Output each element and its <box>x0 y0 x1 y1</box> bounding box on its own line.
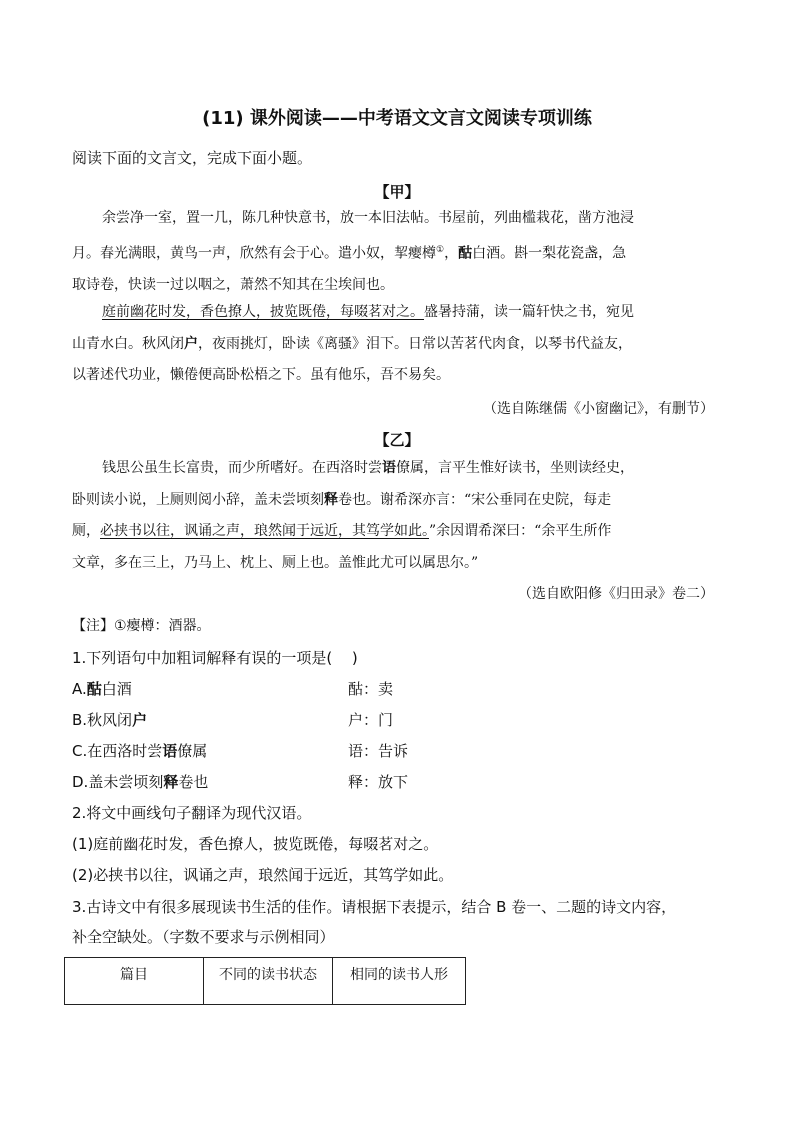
source-citation-yi: （选自欧阳修《归田录》卷二） <box>518 586 714 602</box>
question-1-option-d-definition: 释：放下 <box>348 773 409 791</box>
text-span: 月。春光满眼，黄鸟一声，欣然有会于心。遣小奴，挈瘿樽 <box>72 245 436 262</box>
passage-jia-paragraph-2 <box>72 297 722 392</box>
question-1-option-c-definition: 语：告诉 <box>348 742 409 760</box>
option-text: 卷也 <box>178 773 209 791</box>
option-text: 僚属 <box>177 742 208 760</box>
question-1-option-b <box>72 709 147 730</box>
question-3-stem-line-2: 补全空缺处。（字数不要求与示例相同） <box>72 928 335 946</box>
text-span: 僚属，言平生惟好读书，坐则读经史， <box>396 460 634 476</box>
table-header-cell: 篇目 <box>65 958 204 1005</box>
question-1-option-d <box>72 771 208 792</box>
option-label: A. <box>72 680 87 698</box>
underlined-sentence: 庭前幽花时发，香色撩人，披览既倦，每啜茗对之。 <box>102 304 424 320</box>
table-header-row <box>65 958 466 1005</box>
text-line <box>72 453 722 485</box>
footnote-marker: ① <box>436 244 445 255</box>
question-1-option-c <box>72 740 207 761</box>
question-1-option-a-definition: 酤：卖 <box>348 680 394 698</box>
section-header-yi: 【乙】 <box>374 431 420 449</box>
bold-word: 酤 <box>86 680 102 698</box>
question-1-stem: 1.下列语句中加粗词解释有误的一项是( ) <box>72 649 358 667</box>
underlined-sentence: 必挟书以往，讽诵之声，琅然闻于远近，其笃学如此。 <box>100 523 429 539</box>
text-span: 盛暑持蒲，读一篇轩快之书，宛见 <box>424 304 634 320</box>
text-line: 余尝净一室，置一几，陈几种快意书，放一本旧法帖。书屋前，列曲槛栽花，凿方池浸 <box>102 210 634 226</box>
option-label: C.在西洛时尝 <box>72 742 163 760</box>
text-span: 卧则读小说，上厕则阅小辞，盖未尝顷刻 <box>72 491 324 508</box>
text-line: 文章，多在三上，乃马上、枕上、厕上也。盖惟此尤可以属思尔。” <box>72 554 479 571</box>
footnote: 【注】①瘿樽：酒器。 <box>72 618 211 634</box>
bold-word: 释 <box>324 491 338 508</box>
text-line: 月。春光满眼，黄鸟一声，欣然有会于心。遣小奴，挈瘿樽①，酤白酒。斟一梨花瓷盏，急 <box>72 244 627 262</box>
text-span: 卷也。谢希深亦言：“宋公垂同在史院，每走 <box>338 491 612 508</box>
text-line <box>72 485 722 517</box>
option-label: B.秋风闭 <box>72 711 133 729</box>
bold-word: 酤 <box>458 245 473 262</box>
question-1-option-b-definition: 户：门 <box>348 711 394 729</box>
question-2-stem: 2.将文中画线句子翻译为现代汉语。 <box>72 804 312 822</box>
option-text: 白酒 <box>101 680 132 698</box>
table-header-cell: 不同的读书状态 <box>204 958 333 1005</box>
section-header-jia: 【甲】 <box>374 183 420 201</box>
text-line <box>72 297 722 329</box>
question-1-option-a <box>72 678 132 699</box>
text-line: 取诗卷，快读一过以咽之，萧然不知其在尘埃间也。 <box>72 276 394 293</box>
question-3-stem-line-1: 3.古诗文中有很多展现读书生活的佳作。请根据下表提示，结合 B 卷一、二题的诗文内容， <box>72 898 677 916</box>
text-span: 厕， <box>72 523 100 539</box>
option-label: D.盖未尝顷刻 <box>72 773 164 791</box>
page-title: (11) 课外阅读——中考语文文言文阅读专项训练 <box>202 108 592 129</box>
question-2-sentence-2: (2)必挟书以往，讽诵之声，琅然闻于远近，其笃学如此。 <box>72 866 454 884</box>
text-line <box>72 329 722 361</box>
bold-word: 语 <box>382 460 396 476</box>
question-2-sentence-1: (1)庭前幽花时发，香色撩人，披览既倦，每啜茗对之。 <box>72 835 439 853</box>
text-span: 钱思公虽生长富贵，而少所嗜好。在西洛时尝 <box>102 460 382 476</box>
bold-word: 户 <box>132 711 148 729</box>
bold-word: 户 <box>184 335 198 352</box>
text-span: ，夜雨挑灯，卧读《离骚》泪下。日常以苦茗代肉食，以琴书代益友， <box>198 335 632 352</box>
bold-word: 语 <box>162 742 178 760</box>
bold-word: 释 <box>163 773 179 791</box>
text-span: ”余因谓希深曰：“余平生所作 <box>429 523 612 539</box>
text-span: 白酒。斟一梨花瓷盏，急 <box>472 245 627 262</box>
reading-comparison-table <box>64 957 466 1005</box>
text-span: 山青水白。秋风闭 <box>72 335 184 352</box>
passage-jia-paragraph-1 <box>72 203 722 301</box>
text-line <box>72 516 722 548</box>
reading-instruction: 阅读下面的文言文，完成下面小题。 <box>72 149 313 167</box>
table-header-cell: 相同的读书人形 <box>333 958 466 1005</box>
passage-yi <box>72 453 722 579</box>
text-line: 以著述代功业，懒倦便高卧松梧之下。虽有他乐，吾不易矣。 <box>72 367 450 383</box>
source-citation-jia: （选自陈继儒《小窗幽记》，有删节） <box>483 401 714 417</box>
